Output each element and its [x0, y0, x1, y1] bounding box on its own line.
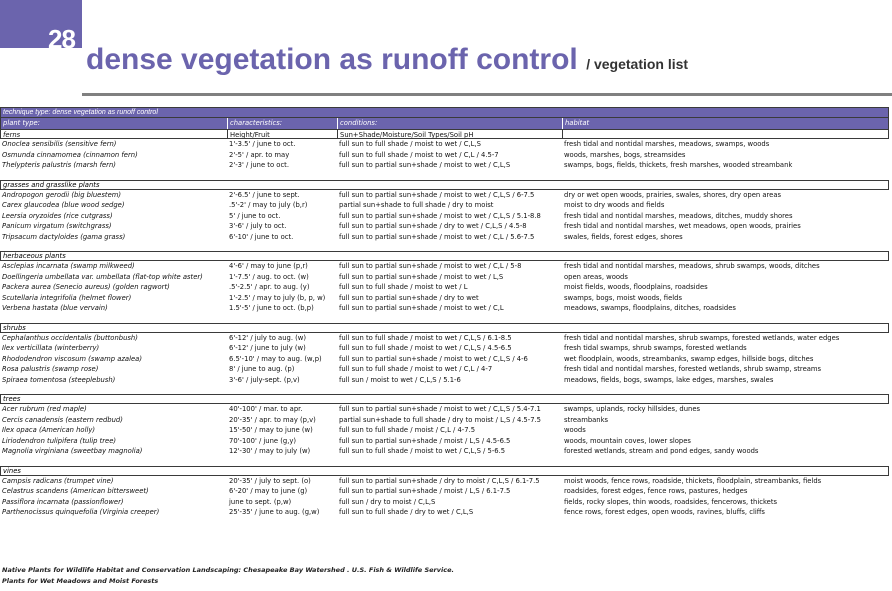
table-subheader-row: [0, 129, 889, 140]
table-header-row: [0, 118, 889, 129]
plant-name: Onoclea sensibilis (sensitive fern): [2, 140, 117, 148]
subheader-conditions: Sun+Shade/Moisture/Soil Types/Soil pH: [338, 130, 563, 139]
table-row: [0, 507, 889, 518]
table-row: [0, 364, 889, 375]
plant-characteristics: 15'-50' / may to june (w): [229, 426, 313, 434]
plant-habitat: moist woods, fence rows, roadside, thickets, floodplain, streambanks, fields: [564, 476, 822, 485]
table-row: [0, 272, 889, 283]
plant-conditions: full sun to partial sun+shade / moist / L,S / 6.1-7.5: [339, 487, 511, 495]
plant-conditions: full sun to partial sun+shade / dry to moist / C,L,S / 6.1-7.5: [339, 476, 540, 485]
plant-conditions: full sun to full shade / moist to wet / C,L / 4.5-7: [339, 150, 499, 159]
plant-name: Andropogon gerodii (big bluestem): [2, 190, 122, 199]
plant-name: Cercis canadensis (eastern redbud): [2, 415, 123, 424]
subheader-habitat: [563, 130, 890, 139]
plant-name: Cephalanthus occidentalis (buttonbush): [2, 333, 138, 342]
plant-name: Rhododendron viscosum (swamp azalea): [2, 354, 142, 363]
plant-name: Spiraea tomentosa (steeplebush): [2, 375, 116, 384]
plant-characteristics: 1'-7.5' / aug. to oct. (w): [229, 272, 309, 281]
plant-name: Rosa palustris (swamp rose): [2, 365, 99, 373]
technique-type-row: technique type: dense vegetation as runoff control: [0, 107, 889, 118]
plant-name: Carex glaucodea (blue wood sedge): [2, 201, 125, 209]
plant-characteristics: 40'-100' / mar. to apr.: [229, 405, 303, 413]
table-row: [0, 293, 889, 304]
plant-name: Parthenocissus quinquefolia (Virginia creeper): [2, 508, 160, 516]
plant-habitat: fresh tidal and nontidal marshes, meadows, ditches, muddy shores: [564, 211, 793, 220]
plant-name: Scutellaria integrifolia (helmet flower): [2, 293, 132, 302]
table-row: [0, 343, 889, 354]
plant-habitat: fresh tidal and nontidal marshes, meadows, swamps, woods: [564, 140, 770, 148]
plant-conditions: full sun to partial sun+shade / moist to wet / L,S: [339, 272, 504, 281]
plant-habitat: swamps, bogs, fields, thickets, fresh marshes, wooded streambank: [564, 161, 793, 169]
plant-conditions: full sun to partial sun+shade / moist / L,S / 4.5-6.5: [339, 436, 511, 445]
plant-name: Magnolia virginiana (sweetbay magnolia): [2, 447, 143, 455]
table-row: [0, 139, 889, 150]
table-row: [0, 211, 889, 222]
page-title: [86, 43, 688, 77]
plant-characteristics: 1'-2.5' / may to july (b, p, w): [229, 293, 326, 302]
title-main: dense vegetation as runoff control: [86, 43, 578, 76]
plant-name: Doellingeria umbellata var. umbellata (flat-top white aster): [2, 272, 203, 281]
plant-conditions: full sun to full shade / moist to wet / C,L / 4-7: [339, 365, 493, 373]
category-header: shrubs: [0, 323, 889, 333]
plant-habitat: open areas, woods: [564, 272, 628, 281]
footnote-source: Native Plants for Wildlife Habitat and Conservation Landscaping: Chesapeake Bay Watershed . U.S. Fish & Wildlife Service.: [2, 566, 454, 574]
category-header: trees: [0, 394, 889, 404]
plant-habitat: fresh tidal and nontidal marshes, wet meadows, open woods, prairies: [564, 222, 801, 230]
table-row: [0, 446, 889, 457]
plant-habitat: fresh tidal and nontidal marshes, meadows, shrub swamps, woods, ditches: [564, 262, 820, 270]
plant-conditions: partial sun+shade to full shade / dry to moist / L,S / 4.5-7.5: [339, 415, 542, 424]
plant-conditions: full sun / moist to wet / C,L,S / 5.1-6: [339, 375, 461, 384]
plant-characteristics: .5'-2' / may to july (b,r): [229, 201, 308, 209]
plant-habitat: meadows, swamps, floodplains, ditches, roadsides: [564, 304, 736, 312]
plant-habitat: woods, marshes, bogs, streamsides: [564, 150, 686, 159]
plant-characteristics: 3'-6' / july-sept. (p,v): [229, 375, 300, 384]
plant-name: Verbena hastata (blue vervain): [2, 304, 108, 312]
plant-name: Asclepias incarnata (swamp milkweed): [2, 262, 135, 270]
table-row: [0, 261, 889, 272]
header-habitat: habitat: [565, 119, 590, 127]
plant-conditions: full sun to partial sun+shade / moist to wet / C,L,S / 5.4-7.1: [339, 405, 541, 413]
table-row: [0, 160, 889, 171]
plant-conditions: full sun to full shade / moist to wet / C,L,S / 6.1-8.5: [339, 333, 512, 342]
plant-habitat: wet floodplain, woods, streambanks, swamp edges, hillside bogs, ditches: [564, 354, 814, 363]
plant-name: Thelypteris palustris (marsh fern): [2, 161, 116, 169]
footnote-title: Plants for Wet Meadows and Moist Forests: [2, 577, 159, 585]
table-row: [0, 375, 889, 386]
group-spacer: [0, 314, 889, 323]
category-header: vines: [0, 466, 889, 476]
plant-characteristics: 20'-35' / apr. to may (p,v): [229, 415, 316, 424]
title-divider: [82, 93, 892, 96]
plant-name: Liriodendron tulipifera (tulip tree): [2, 436, 117, 445]
plant-characteristics: 6'-12' / june to july (w): [229, 344, 306, 352]
group-spacer: [0, 385, 889, 394]
plant-habitat: swamps, uplands, rocky hillsides, dunes: [564, 405, 701, 413]
plant-name: Packera aurea (Senecio aureus) (golden ragwort): [2, 283, 170, 291]
plant-characteristics: 6'-20' / may to june (g): [229, 487, 308, 495]
plant-characteristics: 6'-12' / july to aug. (w): [229, 333, 306, 342]
plant-characteristics: 20'-35' / july to sept. (o): [229, 476, 311, 485]
plant-habitat: fresh tidal and nontidal marshes, shrub swamps, forested wetlands, water edges: [564, 333, 840, 342]
table-row: [0, 425, 889, 436]
plant-habitat: fresh tidal and nontidal marshes, forested wetlands, shrub swamp, streams: [564, 365, 822, 373]
table-row: [0, 497, 889, 508]
plant-habitat: moist fields, woods, floodplains, roadsides: [564, 283, 708, 291]
plant-habitat: meadows, fields, bogs, swamps, lake edges, marshes, swales: [564, 375, 774, 384]
plant-conditions: full sun to full shade / moist to wet / C,L,S / 4.5-6.5: [339, 344, 512, 352]
table-row: [0, 232, 889, 243]
table-row: [0, 282, 889, 293]
table-row: [0, 200, 889, 211]
header-characteristics: characteristics:: [228, 118, 338, 129]
table-row: [0, 333, 889, 344]
plant-characteristics: 6'-10' / june to oct.: [229, 232, 294, 241]
plant-habitat: fence rows, forest edges, open woods, ravines, bluffs, cliffs: [564, 508, 765, 516]
plant-groups: [0, 139, 889, 518]
plant-name: Celastrus scandens (American bittersweet): [2, 487, 149, 495]
plant-characteristics: .5'-2.5' / apr. to aug. (y): [229, 283, 310, 291]
plant-conditions: full sun to partial sun+shade / moist to wet / C,L,S / 4-6: [339, 354, 528, 363]
plant-characteristics: 6.5'-10' / may to aug. (w,p): [229, 354, 322, 363]
plant-habitat: roadsides, forest edges, fence rows, pastures, hedges: [564, 487, 748, 495]
table-row: [0, 415, 889, 426]
plant-characteristics: 5' / june to oct.: [229, 211, 281, 220]
table-row: [0, 221, 889, 232]
table-row: [0, 436, 889, 447]
group-spacer: [0, 171, 889, 180]
plant-name: Panicum virgatum (switchgrass): [2, 222, 112, 230]
table-row: [0, 404, 889, 415]
plant-name: Leersia oryzoides (rice cutgrass): [2, 211, 113, 220]
plant-conditions: full sun to partial sun+shade / moist to wet / C,L,S / 5.1-8.8: [339, 211, 541, 220]
plant-habitat: dry or wet open woods, prairies, swales, shores, dry open areas: [564, 190, 782, 199]
plant-habitat: swamps, bogs, moist woods, fields: [564, 293, 683, 302]
plant-habitat: swales, fields, forest edges, shores: [564, 232, 683, 241]
plant-characteristics: june to sept. (p,w): [229, 497, 292, 506]
plant-characteristics: 2'-5' / apr. to may: [229, 150, 290, 159]
header-plant-type: plant type:: [1, 118, 228, 129]
vegetation-table: [0, 107, 889, 518]
plant-conditions: full sun to partial sun+shade / moist to wet / C,L,S / 6-7.5: [339, 190, 535, 199]
plant-conditions: full sun to full shade / moist to wet / C,L,S / 5-6.5: [339, 447, 506, 455]
plant-name: Ilex opaca (American holly): [2, 426, 96, 434]
plant-characteristics: 70'-100' / june (g,y): [229, 436, 297, 445]
plant-conditions: full sun to full shade / dry to wet / C,L,S: [339, 508, 474, 516]
plant-conditions: full sun to full shade / moist to wet / C,L,S: [339, 140, 481, 148]
plant-characteristics: 4'-6' / may to june (p,r): [229, 262, 308, 270]
plant-name: Campsis radicans (trumpet vine): [2, 476, 114, 485]
plant-conditions: full sun to full shade / moist to wet / L: [339, 283, 468, 291]
table-row: [0, 354, 889, 365]
plant-habitat: streambanks: [564, 415, 609, 424]
table-row: [0, 150, 889, 161]
plant-conditions: full sun to partial sun+shade / moist to wet / C,L,S: [339, 161, 511, 169]
table-row: [0, 303, 889, 314]
plant-characteristics: 2'-6.5' / june to sept.: [229, 190, 300, 199]
plant-characteristics: 2'-3' / june to oct.: [229, 161, 290, 169]
plant-name: Passiflora incarnata (passionflower): [2, 497, 124, 506]
plant-habitat: woods: [564, 426, 586, 434]
plant-characteristics: 25'-35' / june to aug. (g,w): [229, 508, 320, 516]
subheader-height-fruit: Height/Fruit: [228, 130, 338, 139]
plant-characteristics: 1.5'-5' / june to oct. (b,p): [229, 304, 314, 312]
plant-characteristics: 3'-6' / july to oct.: [229, 222, 287, 230]
group-spacer: [0, 457, 889, 466]
group-spacer: [0, 242, 889, 251]
title-subtitle: / vegetation list: [586, 56, 689, 72]
plant-characteristics: 1'-3.5' / june to oct.: [229, 140, 296, 148]
plant-conditions: full sun / dry to moist / C,L,S: [339, 497, 436, 506]
plant-habitat: fields, rocky slopes, thin woods, roadsides, fencerows, thickets: [564, 497, 778, 506]
plant-name: Acer rubrum (red maple): [2, 405, 87, 413]
plant-characteristics: 12'-30' / may to july (w): [229, 447, 311, 455]
plant-conditions: full sun to partial sun+shade / moist to wet / C,L / 5.6-7.5: [339, 232, 535, 241]
plant-habitat: fresh tidal swamps, shrub swamps, forested wetlands: [564, 344, 747, 352]
plant-conditions: partial sun+shade to full shade / dry to moist: [339, 201, 494, 209]
table-row: [0, 190, 889, 201]
plant-name: Osmunda cinnamomea (cinnamon fern): [2, 150, 138, 159]
plant-characteristics: 8' / june to aug. (p): [229, 365, 295, 373]
plant-habitat: moist to dry woods and fields: [564, 201, 665, 209]
plant-conditions: full sun to partial sun+shade / moist to wet / C,L / 5-8: [339, 262, 522, 270]
plant-habitat: forested wetlands, stream and pond edges, sandy woods: [564, 447, 759, 455]
category-header: grasses and grasslike plants: [0, 180, 889, 190]
plant-name: Ilex verticillata (winterberry): [2, 344, 100, 352]
plant-conditions: full sun to partial sun+shade / moist to wet / C,L: [339, 304, 504, 312]
subheader-first-category: ferns: [1, 130, 228, 139]
table-row: [0, 486, 889, 497]
category-header: herbaceous plants: [0, 251, 889, 261]
plant-conditions: full sun to partial sun+shade / dry to wet: [339, 293, 479, 302]
page-number: 28: [48, 24, 75, 54]
header-conditions: conditions:: [338, 118, 563, 129]
table-row: [0, 476, 889, 487]
plant-conditions: full sun to partial sun+shade / dry to wet / C,L,S / 4.5-8: [339, 222, 527, 230]
plant-conditions: full sun to full shade / moist / C,L / 4-7.5: [339, 426, 476, 434]
plant-habitat: woods, mountain coves, lower slopes: [564, 436, 691, 445]
plant-name: Tripsacum dactyloides (gama grass): [2, 232, 126, 241]
